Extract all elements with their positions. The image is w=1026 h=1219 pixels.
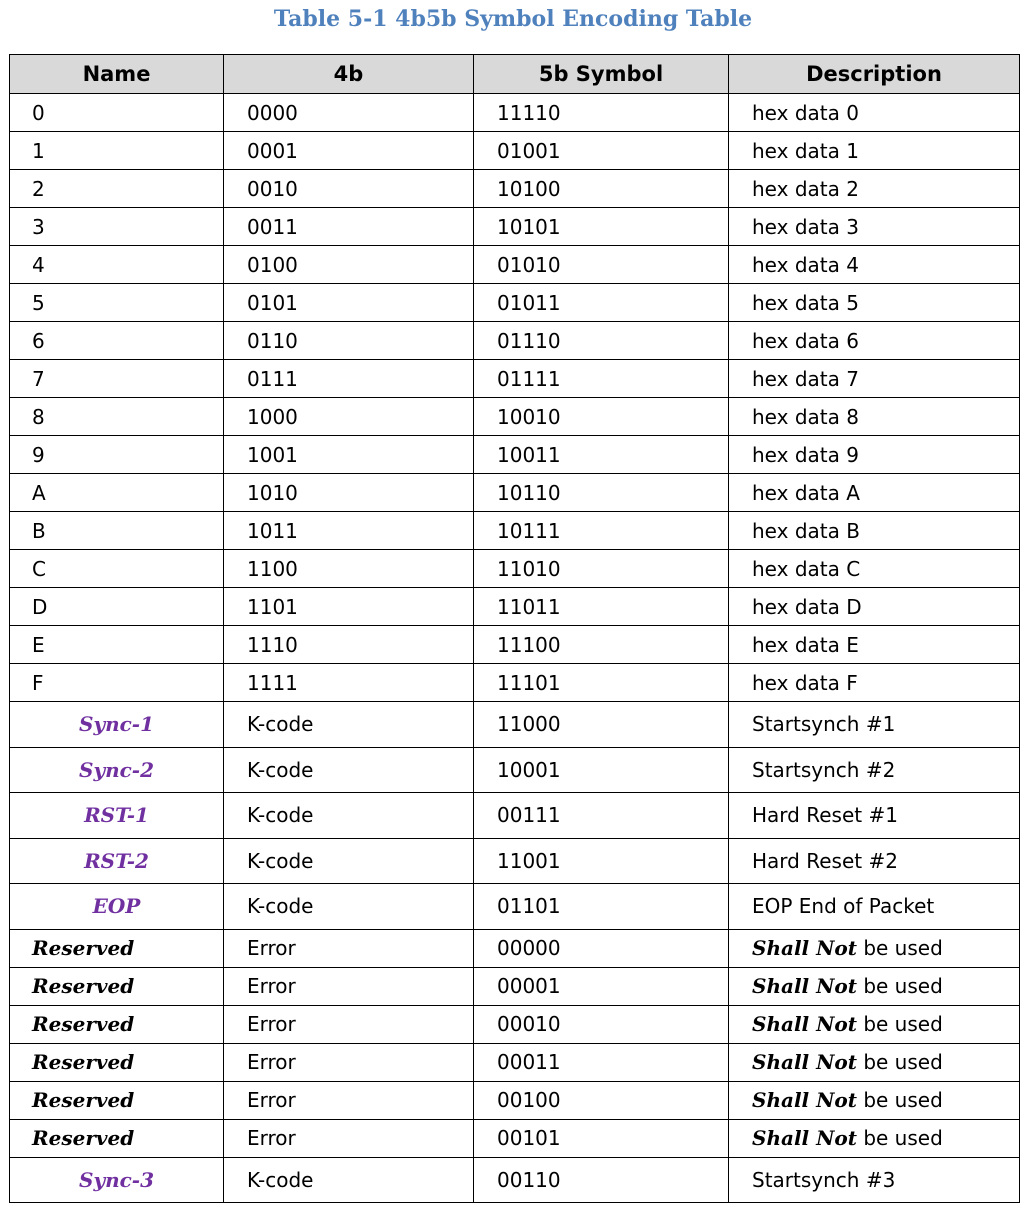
cell-description: EOP End of Packet — [729, 884, 1020, 930]
cell-name: Reserved — [10, 1043, 224, 1081]
cell-5b-symbol: 11101 — [474, 664, 729, 702]
description-emphasis: Shall Not — [752, 1012, 857, 1036]
cell-5b-symbol: 01010 — [474, 246, 729, 284]
table-body — [10, 94, 1020, 1203]
cell-5b-symbol: 01001 — [474, 132, 729, 170]
table-row — [10, 1119, 1020, 1157]
table-row — [10, 246, 1020, 284]
column-header-name: Name — [10, 55, 224, 94]
column-header-5b-symbol: 5b Symbol — [474, 55, 729, 94]
table-row — [10, 702, 1020, 748]
table-row — [10, 838, 1020, 884]
table-row — [10, 793, 1020, 839]
cell-name: 7 — [10, 360, 224, 398]
cell-description: hex data 6 — [729, 322, 1020, 360]
cell-name: 9 — [10, 436, 224, 474]
cell-description: hex data F — [729, 664, 1020, 702]
table-row — [10, 1005, 1020, 1043]
cell-description: hex data C — [729, 550, 1020, 588]
description-text: be used — [856, 1088, 943, 1112]
description-emphasis: Shall Not — [752, 936, 857, 960]
cell-4b: Error — [224, 967, 474, 1005]
cell-name: Reserved — [10, 1119, 224, 1157]
cell-description: hex data A — [729, 474, 1020, 512]
cell-4b: 0000 — [224, 94, 474, 132]
cell-description — [729, 929, 1020, 967]
cell-4b: 1100 — [224, 550, 474, 588]
cell-name: Sync-3 — [10, 1157, 224, 1203]
description-text: be used — [856, 1126, 943, 1150]
table-row — [10, 1157, 1020, 1203]
cell-description: hex data 3 — [729, 208, 1020, 246]
cell-5b-symbol: 01011 — [474, 284, 729, 322]
cell-name: E — [10, 626, 224, 664]
table-row — [10, 550, 1020, 588]
cell-5b-symbol: 10001 — [474, 747, 729, 793]
cell-5b-symbol: 00111 — [474, 793, 729, 839]
cell-description: Startsynch #1 — [729, 702, 1020, 748]
cell-5b-symbol: 10101 — [474, 208, 729, 246]
cell-name: RST-2 — [10, 838, 224, 884]
cell-description — [729, 1043, 1020, 1081]
cell-4b: 1110 — [224, 626, 474, 664]
description-emphasis: Shall Not — [752, 974, 857, 998]
cell-5b-symbol: 01101 — [474, 884, 729, 930]
table-row — [10, 322, 1020, 360]
description-text: be used — [856, 1012, 943, 1036]
table-row — [10, 664, 1020, 702]
cell-4b: Error — [224, 1005, 474, 1043]
cell-5b-symbol: 00011 — [474, 1043, 729, 1081]
cell-name: 5 — [10, 284, 224, 322]
cell-name: Sync-1 — [10, 702, 224, 748]
table-row — [10, 1081, 1020, 1119]
cell-5b-symbol: 10111 — [474, 512, 729, 550]
cell-description: hex data B — [729, 512, 1020, 550]
cell-name: 0 — [10, 94, 224, 132]
cell-name: Reserved — [10, 929, 224, 967]
cell-name: 8 — [10, 398, 224, 436]
cell-4b: Error — [224, 1119, 474, 1157]
table-row — [10, 398, 1020, 436]
table-row — [10, 747, 1020, 793]
cell-5b-symbol: 01111 — [474, 360, 729, 398]
cell-4b: 0111 — [224, 360, 474, 398]
cell-4b: Error — [224, 1081, 474, 1119]
cell-5b-symbol: 11001 — [474, 838, 729, 884]
cell-4b: K-code — [224, 793, 474, 839]
description-emphasis: Shall Not — [752, 1126, 857, 1150]
cell-4b: 1001 — [224, 436, 474, 474]
description-emphasis: Shall Not — [752, 1088, 857, 1112]
cell-description — [729, 1081, 1020, 1119]
table-row — [10, 170, 1020, 208]
cell-5b-symbol: 11011 — [474, 588, 729, 626]
cell-5b-symbol: 10010 — [474, 398, 729, 436]
cell-description: hex data E — [729, 626, 1020, 664]
cell-4b: 0101 — [224, 284, 474, 322]
cell-5b-symbol: 11000 — [474, 702, 729, 748]
cell-5b-symbol: 00110 — [474, 1157, 729, 1203]
table-row — [10, 474, 1020, 512]
description-text: be used — [856, 936, 943, 960]
table-row — [10, 588, 1020, 626]
cell-5b-symbol: 00100 — [474, 1081, 729, 1119]
table-caption: Table 5-1 4b5b Symbol Encoding Table — [273, 6, 753, 32]
cell-name: B — [10, 512, 224, 550]
description-text: be used — [856, 1050, 943, 1074]
table-row — [10, 208, 1020, 246]
cell-name: D — [10, 588, 224, 626]
column-header-description: Description — [729, 55, 1020, 94]
cell-5b-symbol: 00010 — [474, 1005, 729, 1043]
cell-name: A — [10, 474, 224, 512]
cell-description: hex data 9 — [729, 436, 1020, 474]
cell-name: Sync-2 — [10, 747, 224, 793]
table-row — [10, 967, 1020, 1005]
cell-name: Reserved — [10, 1081, 224, 1119]
cell-4b: K-code — [224, 1157, 474, 1203]
cell-5b-symbol: 01110 — [474, 322, 729, 360]
table-row — [10, 1043, 1020, 1081]
cell-description: hex data 4 — [729, 246, 1020, 284]
table-row — [10, 512, 1020, 550]
cell-5b-symbol: 00001 — [474, 967, 729, 1005]
cell-name: Reserved — [10, 1005, 224, 1043]
cell-name: 2 — [10, 170, 224, 208]
cell-description: hex data 1 — [729, 132, 1020, 170]
cell-4b: 1000 — [224, 398, 474, 436]
cell-5b-symbol: 11010 — [474, 550, 729, 588]
table-row — [10, 360, 1020, 398]
cell-description: hex data 2 — [729, 170, 1020, 208]
cell-5b-symbol: 00000 — [474, 929, 729, 967]
encoding-table — [9, 54, 1020, 1203]
cell-description: hex data 0 — [729, 94, 1020, 132]
cell-description: Startsynch #3 — [729, 1157, 1020, 1203]
table-row — [10, 94, 1020, 132]
cell-name: RST-1 — [10, 793, 224, 839]
cell-5b-symbol: 00101 — [474, 1119, 729, 1157]
cell-description: Hard Reset #2 — [729, 838, 1020, 884]
cell-4b: K-code — [224, 747, 474, 793]
cell-4b: 0110 — [224, 322, 474, 360]
cell-description: hex data D — [729, 588, 1020, 626]
table-row — [10, 436, 1020, 474]
cell-4b: 1101 — [224, 588, 474, 626]
cell-5b-symbol: 10100 — [474, 170, 729, 208]
cell-5b-symbol: 11110 — [474, 94, 729, 132]
cell-4b: 1111 — [224, 664, 474, 702]
description-emphasis: Shall Not — [752, 1050, 857, 1074]
cell-name: 4 — [10, 246, 224, 284]
cell-name: 6 — [10, 322, 224, 360]
cell-description: Startsynch #2 — [729, 747, 1020, 793]
table-row — [10, 132, 1020, 170]
cell-description: hex data 8 — [729, 398, 1020, 436]
cell-name: Reserved — [10, 967, 224, 1005]
cell-4b: 0001 — [224, 132, 474, 170]
table-row — [10, 929, 1020, 967]
cell-4b: 0100 — [224, 246, 474, 284]
cell-5b-symbol: 10011 — [474, 436, 729, 474]
cell-description — [729, 1119, 1020, 1157]
cell-4b: Error — [224, 1043, 474, 1081]
table-header — [10, 55, 1020, 94]
cell-4b: 0011 — [224, 208, 474, 246]
cell-name: EOP — [10, 884, 224, 930]
cell-description: Hard Reset #1 — [729, 793, 1020, 839]
cell-description: hex data 5 — [729, 284, 1020, 322]
table-row — [10, 284, 1020, 322]
cell-4b: 0010 — [224, 170, 474, 208]
table-row — [10, 884, 1020, 930]
cell-5b-symbol: 10110 — [474, 474, 729, 512]
header-row — [10, 55, 1020, 94]
cell-description — [729, 967, 1020, 1005]
cell-name: F — [10, 664, 224, 702]
cell-name: 1 — [10, 132, 224, 170]
cell-description: hex data 7 — [729, 360, 1020, 398]
cell-5b-symbol: 11100 — [474, 626, 729, 664]
cell-name: 3 — [10, 208, 224, 246]
cell-description — [729, 1005, 1020, 1043]
cell-4b: K-code — [224, 838, 474, 884]
table-row — [10, 626, 1020, 664]
cell-4b: K-code — [224, 702, 474, 748]
cell-4b: 1010 — [224, 474, 474, 512]
cell-4b: Error — [224, 929, 474, 967]
description-text: be used — [856, 974, 943, 998]
cell-4b: K-code — [224, 884, 474, 930]
cell-4b: 1011 — [224, 512, 474, 550]
cell-name: C — [10, 550, 224, 588]
column-header-4b: 4b — [224, 55, 474, 94]
